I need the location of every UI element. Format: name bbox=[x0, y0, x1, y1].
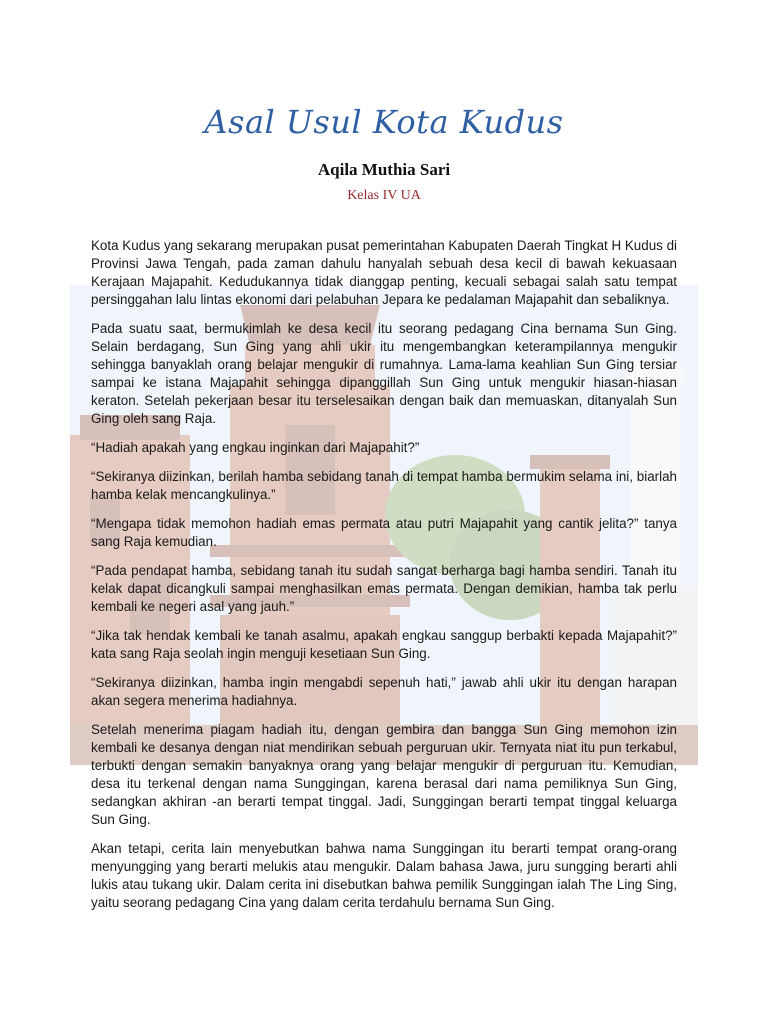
paragraph: Kota Kudus yang sekarang merupakan pusat pemerintahan Kabupaten Daerah Tingkat H Kudus di Provinsi Jawa Tengah, pada zaman dahulu hanyalah sebuah desa kecil di bawah kekuasaan Kerajaan Majapahit. Kedudukannya tidak dianggap penting, kecuali sebagai salah satu tempat persinggahan lalu lintas ekonomi dari pelabuhan Jepara ke pedalaman Majapahit dan sebaliknya. bbox=[91, 238, 677, 307]
paragraph: “Sekiranya diizinkan, hamba ingin mengabdi sepenuh hati,” jawab ahli ukir itu dengan harapan akan segera menerima hadiahnya. bbox=[91, 675, 677, 708]
paragraph: Akan tetapi, cerita lain menyebutkan bahwa nama Sunggingan itu berarti tempat orang-orang menyungging yang berarti melukis atau mengukir. Dalam bahasa Jawa, juru sungging berarti ahli lukis atau tukang ukir. Dalam cerita ini disebutkan bahwa pemilik Sunggingan ialah The Ling Sing, yaitu seorang pedagang Cina yang dalam cerita terdahulu bernama Sun Ging. bbox=[91, 841, 677, 910]
paragraph: “Sekiranya diizinkan, berilah hamba sebidang tanah di tempat hamba bermukim selama ini, biarlah hamba kelak mencangkulinya.” bbox=[91, 469, 677, 502]
paragraph: Pada suatu saat, bermukimlah ke desa kecil itu seorang pedagang Cina bernama Sun Ging. Selain berdagang, Sun Ging yang ahli ukir itu mengembangkan keterampilannya mengukir sehingga banyaklah orang belajar mengukir di rumahnya. Lama-lama keahlian Sun Ging tersiar sampai ke istana Majapahit sehingga dipanggillah Sun Ging untuk mengukir hiasan-hiasan keraton. Setelah pekerjaan besar itu terselesaikan dengan baik dan memuaskan, ditanyalah Sun Ging oleh sang Raja. bbox=[91, 321, 677, 426]
paragraph: “Jika tak hendak kembali ke tanah asalmu, apakah engkau sanggup berbakti kepada Majapahit?” kata sang Raja seolah ingin menguji kesetiaan Sun Ging. bbox=[91, 628, 677, 661]
story-body bbox=[91, 237, 677, 923]
paragraph: “Hadiah apakah yang engkau inginkan dari Majapahit?” bbox=[91, 440, 420, 455]
paragraph: “Mengapa tidak memohon hadiah emas permata atau putri Majapahit yang cantik jelita?” tanya sang Raja kemudian. bbox=[91, 516, 677, 549]
paragraph: Setelah menerima piagam hadiah itu, dengan gembira dan bangga Sun Ging memohon izin kembali ke desanya dengan niat mendirikan sebuah perguruan ukir. Ternyata niat itu pun terkabul, terbukti dengan semakin banyaknya orang yang belajar mengukir di perguruan itu. Kemudian, desa itu terkenal dengan nama Sunggingan, karena berasal dari nama pemiliknya Sun Ging, sedangkan akhiran -an berarti tempat tinggal. Jadi, Sunggingan berarti tempat tinggal keluarga Sun Ging. bbox=[91, 722, 677, 827]
class-label: Kelas IV UA bbox=[347, 188, 421, 203]
paragraph: “Pada pendapat hamba, sebidang tanah itu sudah sangat berharga bagi hamba sendiri. Tanah itu kelak dapat dicangkuli sampai menghasilkan emas permata. Dengan demikian, hamba tak perlu kembali ke negeri asal yang jauh.” bbox=[91, 563, 677, 614]
author-name: Aqila Muthia Sari bbox=[317, 160, 451, 179]
document-title: Asal Usul Kota Kudus bbox=[204, 103, 564, 141]
